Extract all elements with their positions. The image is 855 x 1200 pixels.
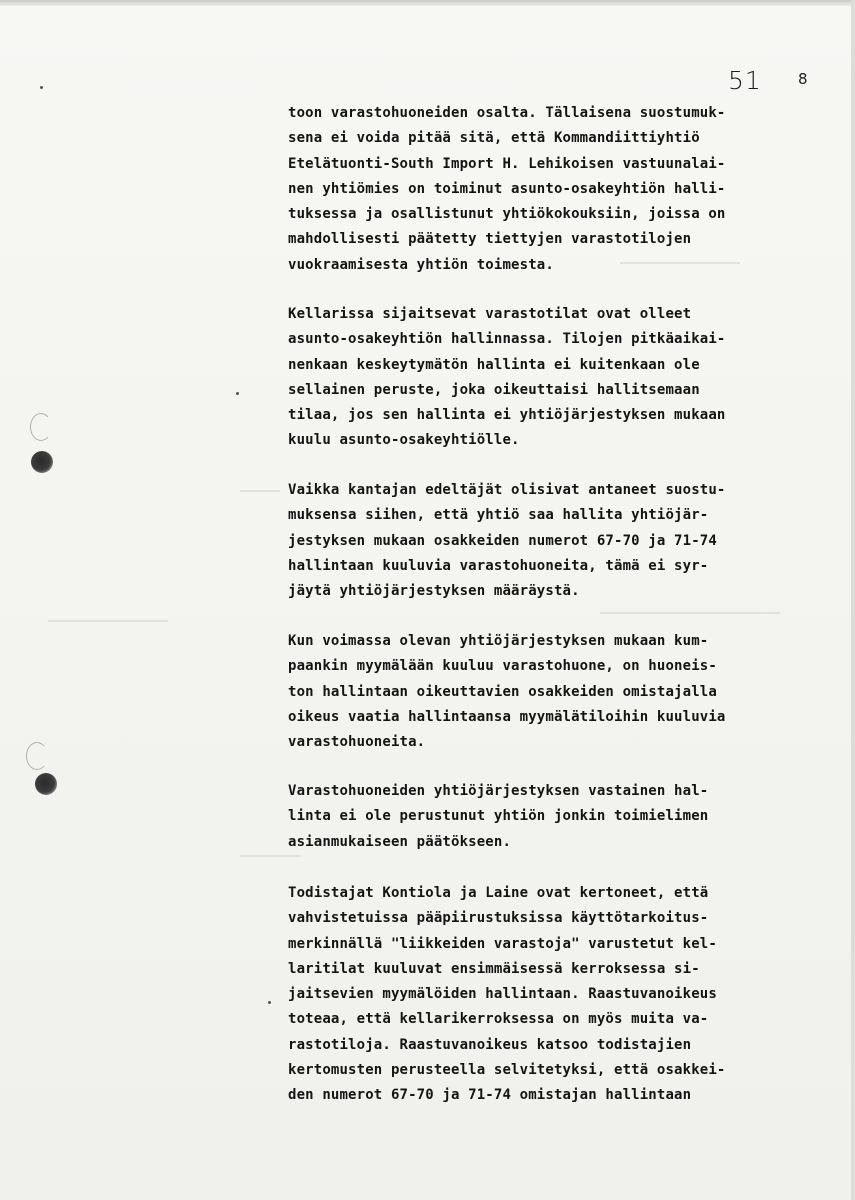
text-line: toon varastohuoneiden osalta. Tällaisena suostumuk-: [288, 105, 726, 121]
text-line: den numerot 67-70 ja 71-74 omistajan hallintaan: [288, 1087, 692, 1104]
bleed-through-mark: [600, 612, 780, 614]
text-line: vahvistetuissa pääpiirustuksissa käyttötarkoitus-: [288, 910, 709, 927]
text-line: hallintaan kuuluvia varastohuoneita, tämä ei syr-: [288, 557, 709, 574]
punch-hole: [35, 773, 57, 795]
text-line: Kun voimassa olevan yhtiöjärjestyksen mukaan kum-: [288, 633, 709, 649]
text-line: ton hallintaan oikeuttavien osakkeiden omistajalla: [288, 683, 717, 700]
scan-speck: [268, 1001, 271, 1004]
text-line: sena ei voida pitää sitä, että Kommandiittiyhtiö: [288, 130, 700, 147]
page-number: 51: [728, 66, 762, 95]
text-line: vuokraamisesta yhtiön toimesta.: [288, 256, 554, 273]
text-line: Todistajat Kontiola ja Laine ovat kertoneet, että: [288, 885, 709, 901]
text-line: kuulu asunto-osakeyhtiölle.: [288, 432, 520, 449]
bleed-through-mark: [240, 855, 300, 857]
paragraph-1: [288, 101, 828, 278]
page-top-edge: [0, 0, 855, 6]
text-line: tilaa, jos sen hallinta ei yhtiöjärjestyksen mukaan: [288, 407, 726, 424]
text-line: toteaa, että kellarikerroksessa on myös muita va-: [288, 1011, 709, 1028]
text-line: muksensa siihen, että yhtiö saa hallita yhtiöjär-: [288, 507, 709, 524]
text-line: paankin myymälään kuuluu varastohuone, on huoneis-: [288, 658, 717, 675]
staple-mark: [30, 413, 52, 441]
paragraph-6: [288, 881, 828, 1109]
text-line: asunto-osakeyhtiön hallinnassa. Tilojen pitkäaikai-: [288, 331, 726, 348]
paragraph-3: [288, 478, 828, 604]
text-line: Kellarissa sijaitsevat varastotilat ovat olleet: [288, 306, 692, 322]
staple-mark: [26, 742, 48, 770]
text-line: jäytä yhtiöjärjestyksen määräystä.: [288, 583, 580, 600]
punch-hole: [31, 451, 53, 473]
text-line: laritilat kuuluvat ensimmäisessä kerroksessa si-: [288, 960, 700, 977]
text-line: mahdollisesti päätetty tiettyjen varastotilojen: [288, 231, 692, 248]
paragraph-5: [288, 779, 828, 855]
text-line: Vaikka kantajan edeltäjät olisivat antaneet suostu-: [288, 482, 726, 498]
paragraph-2: [288, 302, 828, 454]
text-line: nenkaan keskeytymätön hallinta ei kuitenkaan ole: [288, 356, 700, 373]
text-line: linta ei ole perustunut yhtiön jonkin toimielimen: [288, 808, 709, 825]
text-line: varastohuoneita.: [288, 734, 426, 751]
bleed-through-mark: [48, 620, 168, 622]
text-line: sellainen peruste, joka oikeuttaisi hallitsemaan: [288, 381, 700, 398]
text-line: merkinnällä "liikkeiden varastoja" varustetut kel-: [288, 935, 717, 952]
scan-speck: [236, 392, 239, 395]
text-line: Varastohuoneiden yhtiöjärjestyksen vastainen hal-: [288, 783, 709, 799]
text-line: tuksessa ja osallistunut yhtiökokouksiin, joissa on: [288, 206, 726, 223]
bleed-through-mark: [240, 490, 280, 492]
text-line: Etelätuonti-South Import H. Lehikoisen vastuunalai-: [288, 155, 726, 172]
text-line: asianmukaiseen päätökseen.: [288, 833, 512, 850]
page-right-edge: [851, 0, 855, 1200]
sheet-number: 8: [798, 70, 808, 88]
scan-speck: [40, 86, 43, 89]
paragraph-4: [288, 629, 828, 755]
text-line: nen yhtiömies on toiminut asunto-osakeyhtiön halli-: [288, 180, 726, 197]
text-line: jestyksen mukaan osakkeiden numerot 67-70 ja 71-74: [288, 532, 717, 549]
text-line: rastotiloja. Raastuvanoikeus katsoo todistajien: [288, 1036, 692, 1053]
text-line: oikeus vaatia hallintaansa myymälätiloihin kuuluvia: [288, 708, 726, 725]
text-line: jaitsevien myymälöiden hallintaan. Raastuvanoikeus: [288, 986, 717, 1003]
text-line: kertomusten perusteella selvitetyksi, että osakkei-: [288, 1062, 726, 1079]
